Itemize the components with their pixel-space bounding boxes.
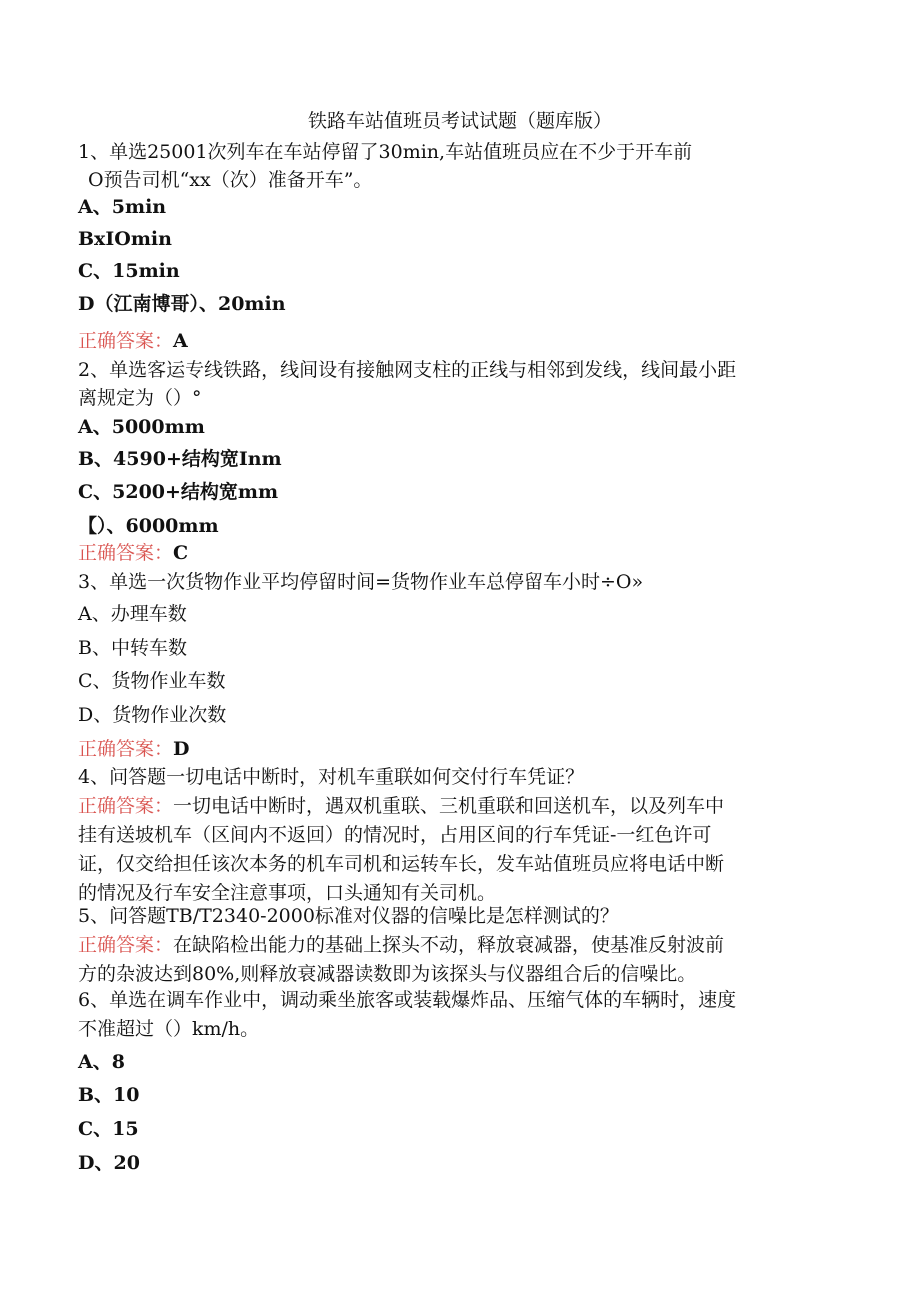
question-6-text-cont: 不准超过（）km/h。 (78, 1018, 260, 1040)
question-2-option-c: C、5200+结构宽mm (78, 481, 279, 503)
answer-text-line-2: 挂有送坡机车（区间内不返回）的情况时，占用区间的行车凭证-一红色许可 (78, 824, 712, 846)
question-3-option-b: B、中转车数 (78, 637, 187, 659)
question-2-text: 2、单选客运专线铁路，线间设有接触网支柱的正线与相邻到发线，线间最小距 (78, 359, 737, 381)
answer-label: 正确答案： (78, 934, 174, 956)
question-2-option-b: B、4590+结构宽Inm (78, 448, 282, 470)
question-2-option-a: A、5000mm (78, 416, 205, 438)
question-4-text: 4、问答题一切电话中断时，对机车重联如何交付行车凭证？ (78, 766, 585, 788)
question-6-option-d: D、20 (78, 1152, 140, 1174)
question-6-text: 6、单选在调车作业中，调动乘坐旅客或装载爆炸品、压缩气体的车辆时，速度 (78, 989, 737, 1011)
question-3-text: 3、单选一次货物作业平均停留时间=货物作业车总停留车小时÷O» (78, 571, 644, 593)
question-1-option-a: A、5min (78, 196, 167, 218)
question-3-option-a: A、办理车数 (78, 603, 187, 625)
question-1-answer (78, 327, 838, 356)
answer-value: D (173, 738, 190, 760)
question-1-text: 1、单选25001次列车在车站停留了30min,车站值班员应在不少于开车前 (78, 141, 693, 163)
answer-text-line-1: 在缺陷检出能力的基础上探头不动，释放衰减器，使基准反射波前 (173, 934, 725, 956)
answer-text-line-2: 方的杂波达到80%,则释放衰减器读数即为该探头与仪器组合后的信噪比。 (78, 963, 697, 985)
question-6-option-b: B、10 (78, 1084, 140, 1106)
question-1-option-b: BxIOmin (78, 228, 172, 250)
question-5-text: 5、问答题TB/T2340-2000标准对仪器的信噪比是怎样测试的？ (78, 905, 619, 927)
question-6-option-a: A、8 (78, 1051, 125, 1073)
answer-text-line-3: 证，仅交给担任该次本务的机车司机和运转车长，发车站值班员应将电话中断 (78, 853, 725, 875)
question-1-text-cont: O预告司机“xx（次）准备开车”。 (88, 169, 373, 191)
question-6-option-c: C、15 (78, 1118, 139, 1140)
answer-label: 正确答案： (78, 330, 174, 352)
question-2-text-cont: 离规定为（）° (78, 387, 202, 409)
question-3-option-d: D、货物作业次数 (78, 704, 227, 726)
question-2-answer (78, 539, 838, 568)
answer-text-line-1: 一切电话中断时，遇双机重联、三机重联和回送机车，以及列车中 (173, 795, 725, 817)
question-3-answer (78, 735, 838, 764)
answer-value: C (173, 542, 189, 564)
question-2-option-d: 【）、6000mm (78, 515, 219, 537)
page-title: 铁路车站值班员考试试题（题库版） (307, 110, 612, 132)
question-1-option-c: C、15min (78, 260, 180, 282)
answer-value: A (173, 330, 188, 352)
answer-text-line-4: 的情况及行车安全注意事项，口头通知有关司机。 (78, 882, 497, 904)
question-3-option-c: C、货物作业车数 (78, 670, 226, 692)
answer-label: 正确答案： (78, 542, 174, 564)
question-1-option-d: D（江南博哥）、20min (78, 293, 286, 315)
question-5-answer (78, 931, 838, 960)
answer-label: 正确答案： (78, 795, 174, 817)
question-4-answer (78, 792, 838, 821)
answer-label: 正确答案： (78, 738, 174, 760)
